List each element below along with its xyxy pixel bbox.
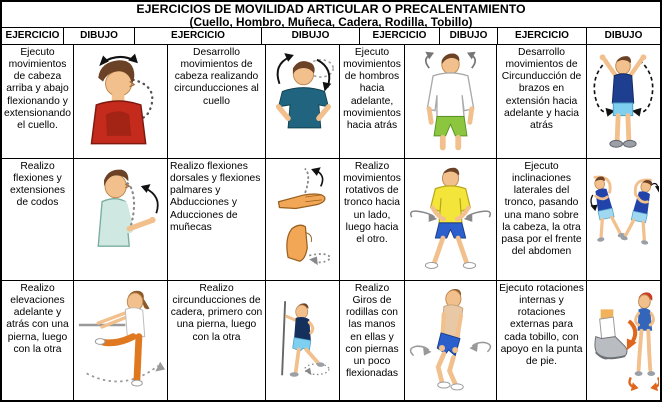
exercise-cell: Desarrollo movimientos de Circunducción de brazos en extensión hacia adelante y hacia atrás bbox=[497, 45, 587, 158]
table-row bbox=[2, 281, 660, 400]
knee-circles-drawing-icon bbox=[406, 284, 495, 397]
exercise-cell: Realizo movimientos rotativos de tronco hacia un lado, luego hacia el otro. bbox=[340, 159, 405, 280]
column-header-ejercicio-4: EJERCICIO bbox=[498, 28, 587, 44]
column-header-dibujo-1: DIBUJO bbox=[64, 28, 135, 44]
drawing-cell bbox=[587, 281, 660, 400]
column-header-dibujo-4: DIBUJO bbox=[604, 30, 643, 41]
column-header-ejercicio-3: EJERCICIO bbox=[360, 28, 440, 44]
column-header-dibujo-3: DIBUJO bbox=[440, 28, 498, 44]
drawing-cell bbox=[74, 159, 168, 280]
trunk-rotation-drawing-icon bbox=[406, 162, 495, 278]
page-title: EJERCICIOS DE MOVILIDAD ARTICULAR O PRECALENTAMIENTO bbox=[136, 2, 526, 16]
exercise-cell: Ejecuto movimientos de hombros hacia adelante, movimientos hacia atrás bbox=[340, 45, 405, 158]
head-flexion-extension-drawing-icon bbox=[75, 48, 166, 156]
drawing-cell bbox=[266, 159, 340, 280]
hip-circumduction-drawing-icon bbox=[267, 284, 338, 397]
table-title-bar bbox=[2, 2, 660, 28]
elbow-flexion-drawing-icon bbox=[75, 162, 166, 278]
arm-circumduction-drawing-icon bbox=[588, 48, 659, 156]
neck-circumduction-drawing-icon bbox=[267, 48, 338, 156]
column-header-dibujo-2: DIBUJO bbox=[262, 28, 360, 44]
wrist-flexion-drawing-icon bbox=[267, 162, 338, 278]
drawing-cell bbox=[266, 281, 340, 400]
leg-swing-drawing-icon bbox=[75, 284, 166, 397]
drawing-cell bbox=[405, 45, 497, 158]
header-row bbox=[2, 28, 660, 45]
shoulder-rolls-drawing-icon bbox=[406, 48, 495, 156]
exercise-cell: Realizo circunducciones de cadera, primero con una pierna, luego con la otra bbox=[168, 281, 266, 400]
trunk-side-bend-drawing-icon bbox=[588, 162, 659, 278]
column-header-ejercicio-2: EJERCICIO bbox=[135, 28, 262, 44]
exercise-cell: Ejecuto rotaciones internas y rotaciones externas para cada tobillo, con apoyo en la punta de pie. bbox=[497, 281, 587, 400]
drawing-cell bbox=[587, 45, 660, 158]
drawing-cell bbox=[266, 45, 340, 158]
exercise-cell: Realizo flexiones dorsales y flexiones palmares y Abducciones y Aducciones de muñecas bbox=[168, 159, 266, 280]
exercise-cell: Ejecuto movimientos de cabeza arriba y abajo flexionando y extensionando el cuello. bbox=[2, 45, 74, 158]
page-subtitle: (Cuello, Hombro, Muñeca, Cadera, Rodilla, Tobillo) bbox=[189, 14, 473, 29]
table-row bbox=[2, 45, 660, 159]
exercise-cell: Realizo Giros de rodillas con las manos en ellas y con piernas un poco flexionadas bbox=[340, 281, 405, 400]
drawing-cell bbox=[74, 45, 168, 158]
exercise-cell: Desarrollo movimientos de cabeza realizando circunducciones al cuello bbox=[168, 45, 266, 158]
drawing-cell bbox=[405, 159, 497, 280]
drawing-cell bbox=[587, 159, 660, 280]
column-header-ejercicio-1: EJERCICIO bbox=[2, 28, 64, 44]
drawing-cell bbox=[74, 281, 168, 400]
table-row bbox=[2, 159, 660, 281]
exercise-cell: Realizo elevaciones adelante y atrás con una pierna, luego con la otra bbox=[2, 281, 74, 400]
drawing-cell bbox=[405, 281, 497, 400]
exercise-cell: Ejecuto inclinaciones laterales del tronco, pasando una mano sobre la cabeza, la otra pasa por el frente del abdomen bbox=[497, 159, 587, 280]
exercise-cell: Realizo flexiones y extensiones de codos bbox=[2, 159, 74, 280]
ankle-rotation-drawing-icon bbox=[588, 284, 659, 397]
